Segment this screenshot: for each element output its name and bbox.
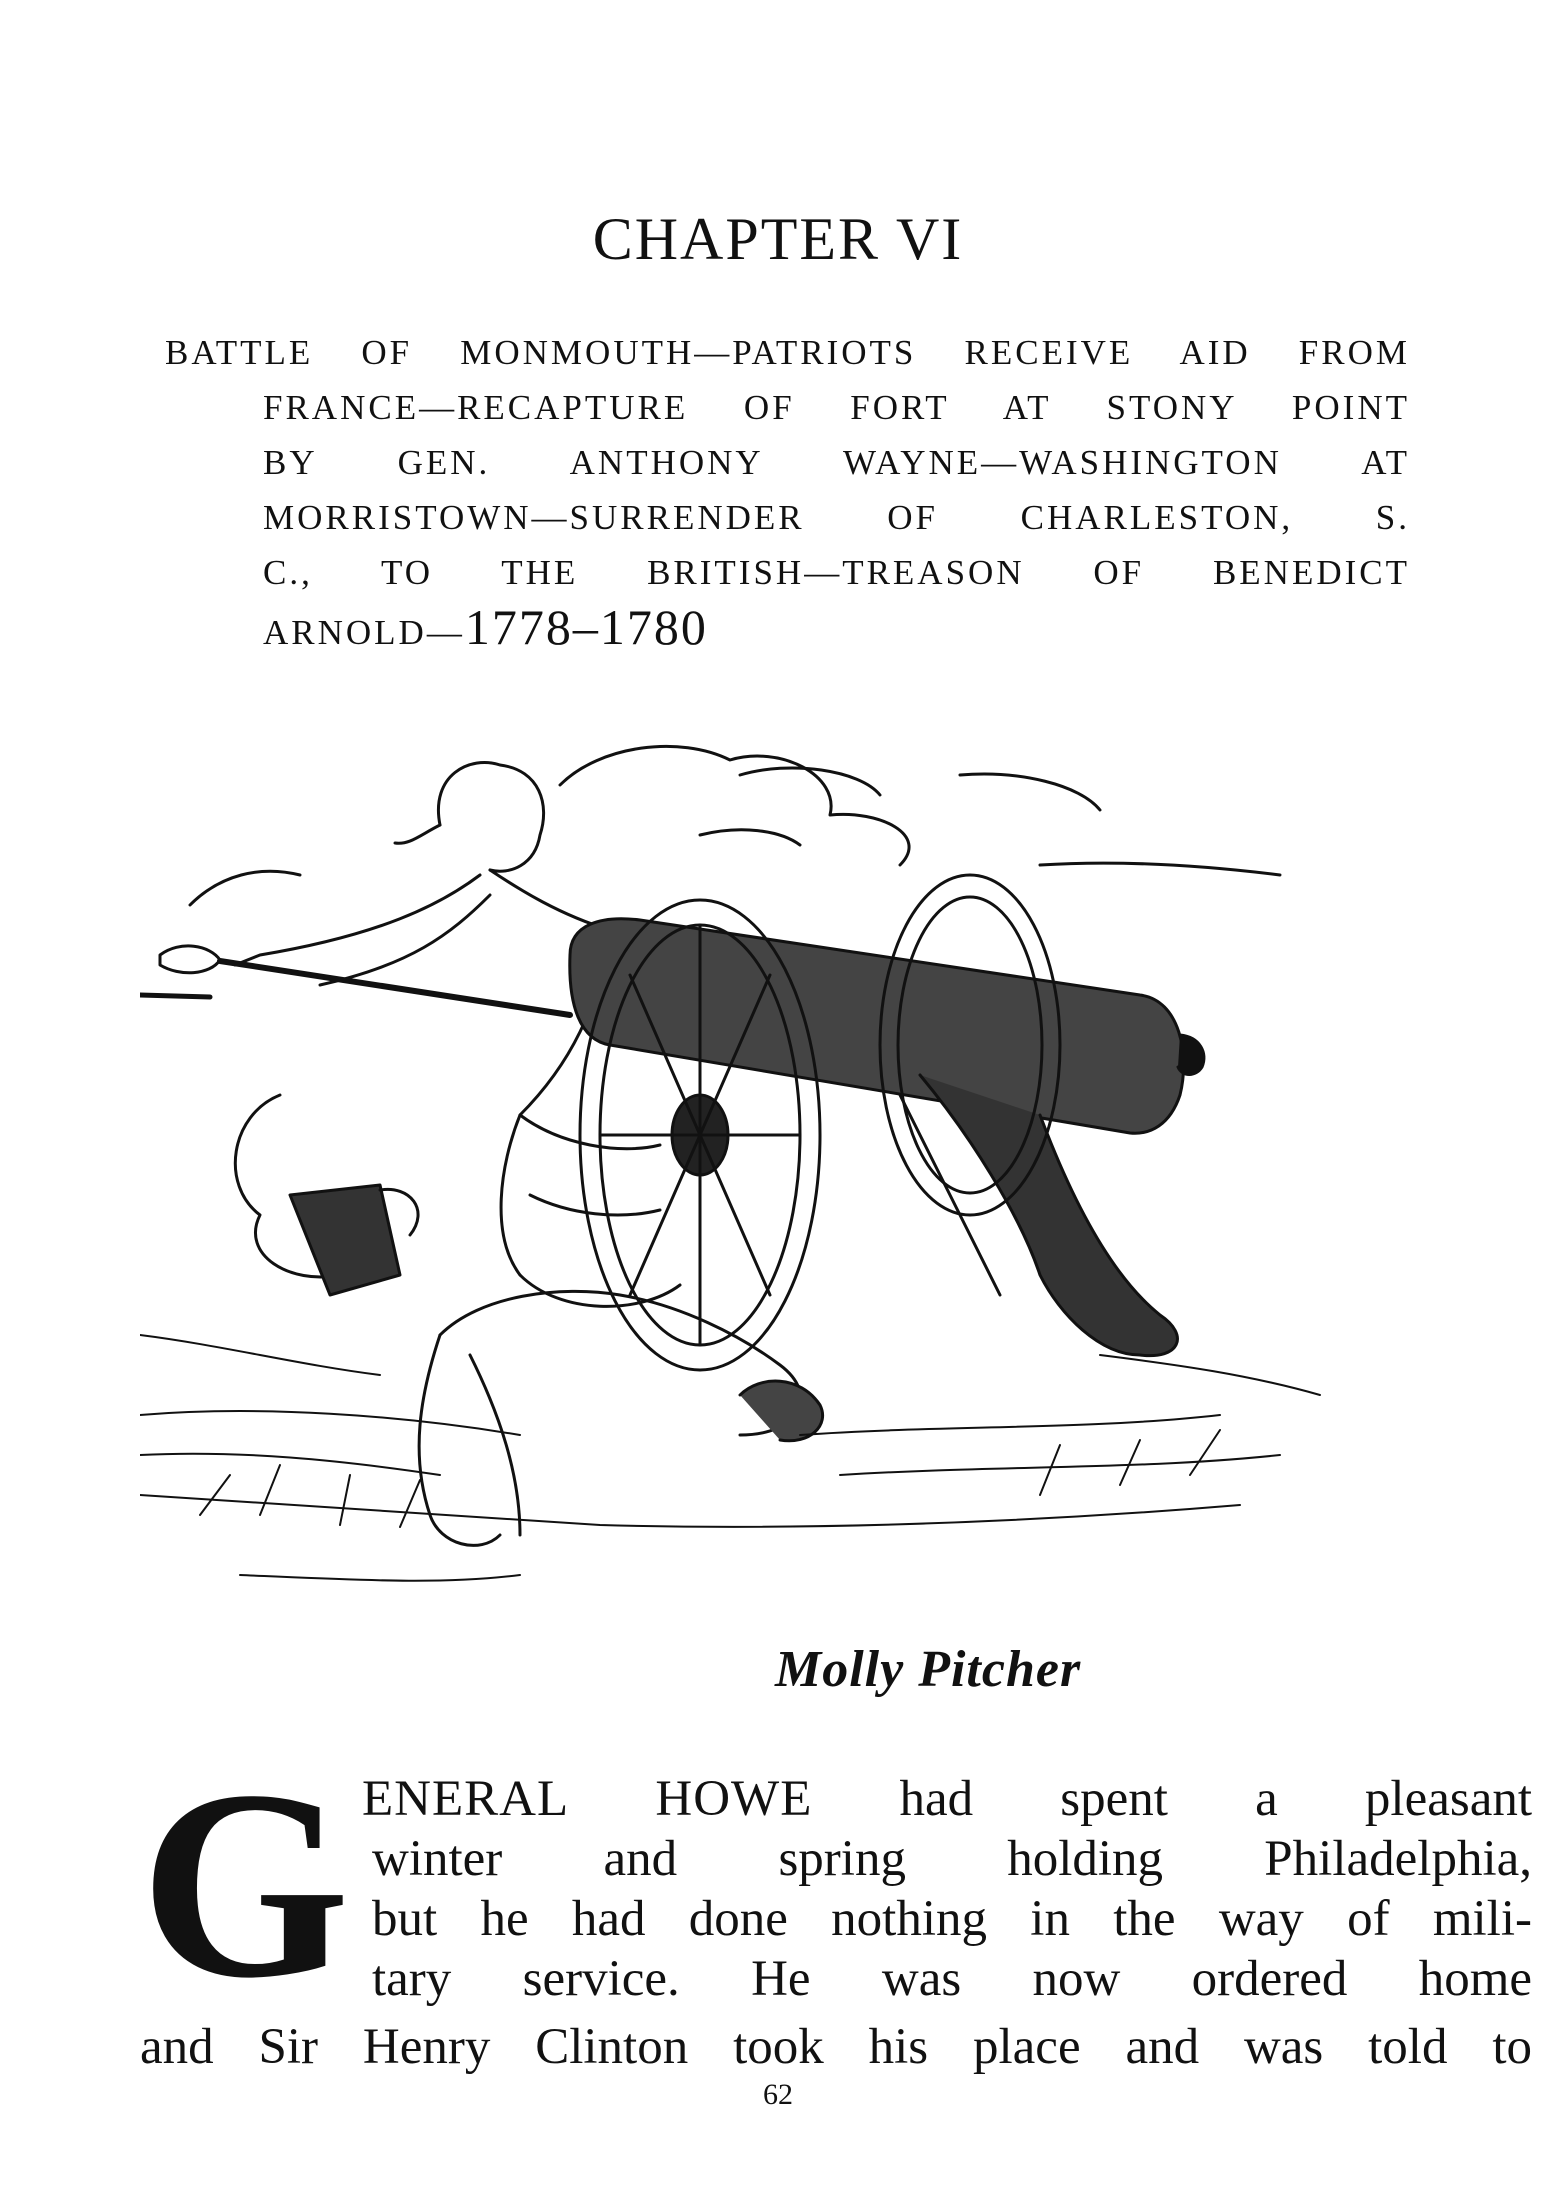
illustration-caption: Molly Pitcher bbox=[775, 1641, 1082, 1698]
summary-line: BATTLE OF MONMOUTH—PATRIOTS RECEIVE AID FROM bbox=[165, 333, 1410, 372]
summary-last-text: ARNOLD— bbox=[263, 613, 465, 652]
grass-ground bbox=[140, 1335, 1320, 1581]
bucket bbox=[290, 1185, 418, 1295]
summary-line: MORRISTOWN—SURRENDER OF CHARLESTON, S. bbox=[263, 498, 1410, 537]
chapter-summary bbox=[165, 325, 1410, 660]
page-number: 62 bbox=[763, 2078, 793, 2111]
rammer-pole bbox=[140, 946, 570, 1015]
body-line: winter and spring holding Philadelphia, bbox=[372, 1831, 1532, 1887]
body-first-caps: ENERAL HOWE bbox=[362, 1771, 813, 1827]
body-line: and Sir Henry Clinton took his place and was told to bbox=[140, 2019, 1532, 2075]
summary-line bbox=[165, 600, 1410, 660]
summary-line: FRANCE—RECAPTURE OF FORT AT STONY POINT bbox=[263, 388, 1410, 427]
body-line: but he had done nothing in the way of mili- bbox=[372, 1891, 1532, 1947]
body-line bbox=[362, 1770, 1532, 1828]
fallen-soldier bbox=[419, 1291, 823, 1545]
molly-pitcher-illustration bbox=[140, 715, 1410, 1635]
summary-years: 1778–1780 bbox=[464, 599, 708, 655]
body-first-rest: had spent a pleasant bbox=[899, 1771, 1532, 1827]
summary-line: C., TO THE BRITISH—TREASON OF BENEDICT bbox=[263, 553, 1410, 592]
body-line: tary service. He was now ordered home bbox=[372, 1951, 1532, 2007]
chapter-title: CHAPTER VI bbox=[592, 206, 964, 272]
summary-line: BY GEN. ANTHONY WAYNE—WASHINGTON AT bbox=[263, 443, 1410, 482]
drop-cap: G bbox=[140, 1735, 351, 2034]
